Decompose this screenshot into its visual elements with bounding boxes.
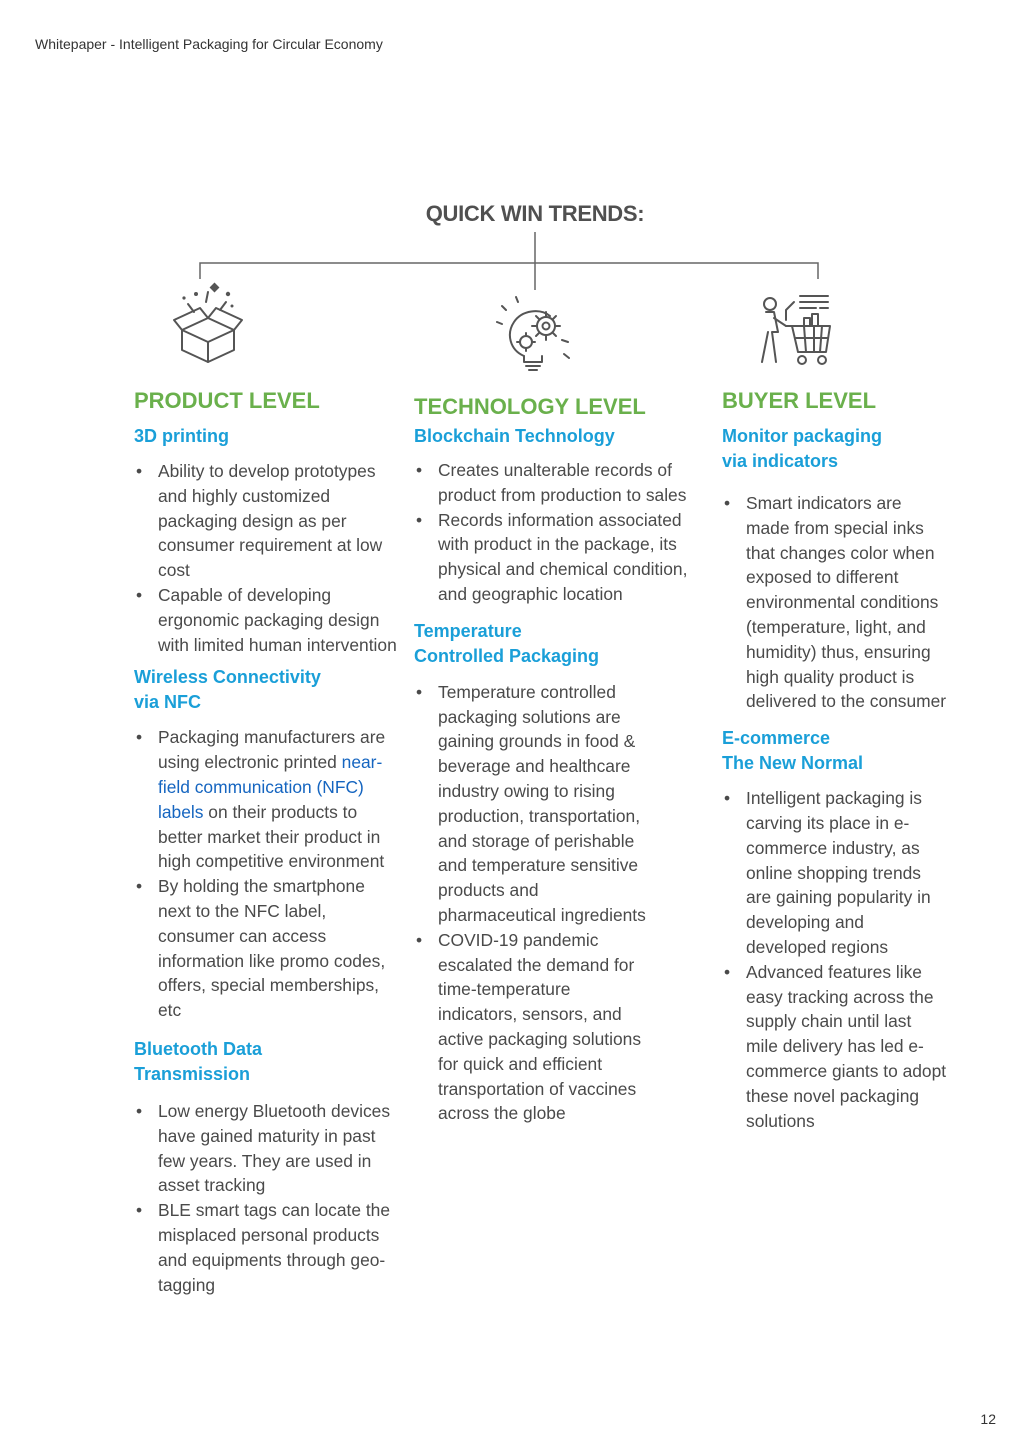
buyer-level-heading: BUYER LEVEL	[722, 388, 877, 413]
list-item: • Temperature controlled packaging solutions are gaining grounds in food & beverage and healthcare industry owing to rising production, transportation, and storage of perishable and temperature sensitive products and pharmaceutical ingredients	[414, 680, 654, 928]
wireless-nfc-list	[134, 725, 402, 1023]
bluetooth-list	[134, 1099, 402, 1297]
heading-line: Controlled Packaging	[414, 645, 600, 666]
lightbulb-gears-icon	[496, 296, 574, 374]
heading-line: The New Normal	[722, 753, 864, 774]
product-level-heading: PRODUCT LEVEL	[134, 388, 320, 413]
heading-line: via NFC	[134, 692, 202, 713]
technology-level-heading: TECHNOLOGY LEVEL	[414, 394, 646, 419]
wireless-nfc-heading	[134, 665, 402, 715]
bluetooth-heading	[134, 1037, 402, 1087]
buyer-level-column	[722, 388, 947, 1133]
list-item: • Ability to develop prototypes and highly customized packaging design as per consumer requirement at low cost	[134, 459, 402, 583]
list-item: • By holding the smartphone next to the NFC label, consumer can access information like promo codes, offers, special memberships, etc	[134, 874, 402, 1023]
ecommerce-heading	[722, 726, 947, 776]
heading-line: Transmission	[134, 1063, 251, 1084]
3d-printing-heading: 3D printing	[134, 426, 229, 446]
heading-line: Wireless Connectivity	[134, 667, 321, 688]
list-item: • Low energy Bluetooth devices have gained maturity in past few years. They are used in asset tracking	[134, 1099, 402, 1198]
monitor-packaging-list	[722, 491, 947, 714]
3d-printing-list	[134, 459, 402, 657]
page-title: QUICK WIN TRENDS:	[425, 201, 645, 226]
bullet-text: Packaging manufacturers are using electronic printed	[158, 727, 386, 773]
product-level-column	[134, 388, 402, 1297]
technology-level-column	[414, 394, 714, 1126]
nfc-labels-link[interactable]: near-field communication (NFC) labels	[158, 752, 383, 822]
list-item: • Creates unalterable records of product from production to sales	[414, 458, 714, 508]
list-item	[134, 725, 402, 874]
tree-connector	[0, 0, 1024, 290]
page-number: 12	[980, 1411, 996, 1427]
document-header: Whitepaper - Intelligent Packaging for Circular Economy	[35, 36, 383, 52]
temperature-packaging-heading	[414, 619, 714, 669]
heading-line: via indicators	[722, 451, 839, 471]
heading-line: Monitor packaging	[722, 426, 883, 446]
heading-line: E-commerce	[722, 728, 831, 749]
temperature-packaging-list	[414, 680, 654, 1126]
blockchain-heading: Blockchain Technology	[414, 426, 615, 446]
list-item: • COVID-19 pandemic escalated the demand for time-temperature indicators, sensors, and active packaging solutions for quick and efficient transportation of vaccines across the globe	[414, 928, 654, 1126]
list-item: • BLE smart tags can locate the misplaced personal products and equipments through geo-tagging	[134, 1198, 402, 1297]
list-item: • Smart indicators are made from special inks that changes color when exposed to different environmental conditions (temperature, light, and humidity) thus, ensuring high quality product is delivered to the consumer	[722, 491, 947, 714]
list-item: • Records information associated with product in the package, its physical and chemical condition, and geographic location	[414, 508, 710, 607]
bullet-text: on their products to better market their product in high competitive environment	[158, 801, 385, 872]
ecommerce-list	[722, 786, 947, 1133]
heading-line: Temperature	[414, 620, 522, 641]
shopping-cart-person-icon	[756, 290, 836, 370]
list-item: • Capable of developing ergonomic packaging design with limited human intervention	[134, 583, 402, 657]
heading-line: Bluetooth Data	[134, 1038, 262, 1059]
monitor-packaging-heading	[722, 424, 947, 474]
list-item: • Advanced features like easy tracking across the supply chain until last mile delivery has led e-commerce giants to adopt these novel packaging solutions	[722, 960, 947, 1134]
open-box-icon	[172, 280, 244, 366]
blockchain-list	[414, 458, 714, 607]
list-item: • Intelligent packaging is carving its place in e-commerce industry, as online shopping trends are gaining popularity in developing and developed regions	[722, 786, 947, 960]
